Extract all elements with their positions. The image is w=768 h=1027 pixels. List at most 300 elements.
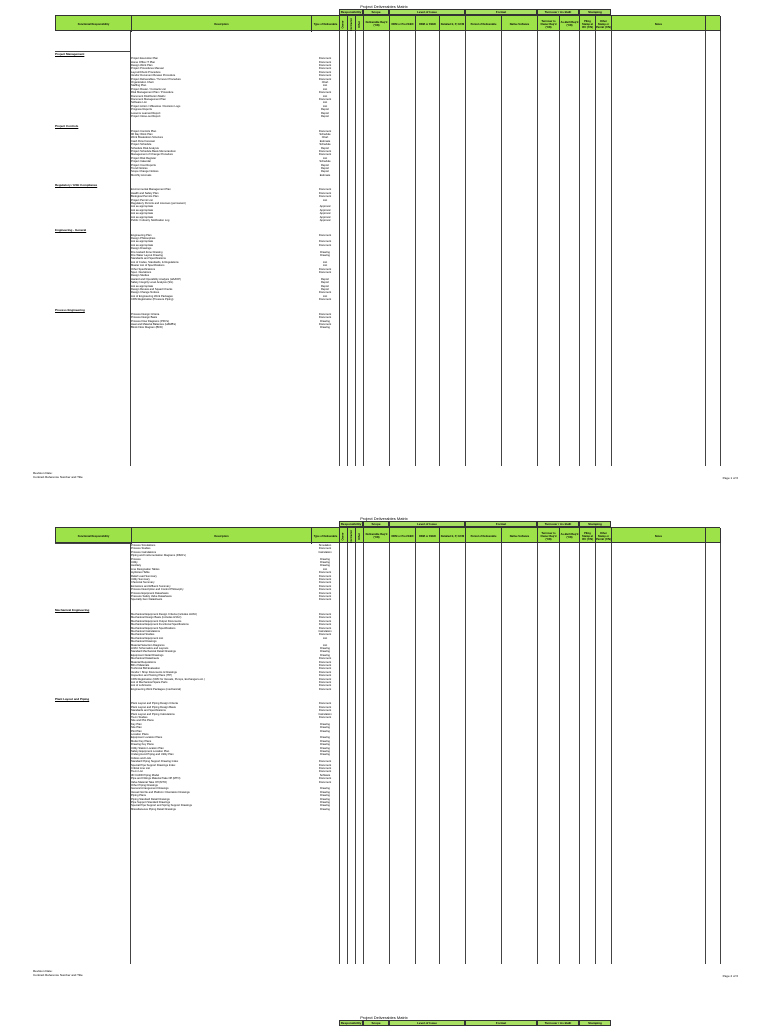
row-description: Piping Plans: [131, 794, 146, 798]
row-type: Document: [318, 298, 332, 302]
row-type: Document: [318, 188, 332, 192]
row-description: Site and Plot Plans: [131, 719, 154, 723]
row-description: Plant Layout and Piping Design Criteria: [131, 702, 178, 706]
row-type: Document: [318, 578, 332, 581]
grid-line: [465, 31, 466, 466]
row-description: Material Requisitions: [131, 660, 156, 664]
section-heading: Process Engineering: [55, 307, 85, 312]
table-row: [0, 115, 768, 118]
row-type: Report: [320, 284, 330, 288]
row-type: Drawing: [320, 807, 330, 811]
row-type: Drawing: [320, 790, 330, 794]
col-as-built: As-Built Req'd (Y/N): [560, 16, 580, 32]
row-description: Design Work Plan: [131, 63, 153, 67]
group-stamping: Stamping: [579, 9, 611, 15]
row-type: Document: [318, 67, 332, 71]
group-level-of-issue: Level of Issue: [389, 1020, 465, 1026]
grid-line: [347, 31, 348, 466]
row-description: List of Engineering Work Packages: [131, 294, 173, 298]
row-type: List: [322, 643, 328, 647]
page-2: [0, 512, 768, 992]
row-type: Document: [318, 233, 332, 237]
row-description: Chemical Summary: [131, 581, 155, 585]
col-as-built: As-Built Req'd (Y/N): [560, 528, 580, 544]
col-detailed: Detailed E, P, C/CM: [440, 16, 466, 32]
row-type: Document: [318, 767, 332, 771]
row-description: Pressure Safety Valve Datasheets: [131, 595, 172, 598]
row-type: Drawing: [320, 797, 330, 801]
row-type: Drawing: [320, 736, 330, 740]
row-description: Site Plan: [131, 726, 142, 730]
row-type: Document: [318, 243, 332, 247]
col-ddm-feed: DDM or FEED: [416, 16, 440, 32]
row-type: Schedule: [319, 160, 331, 164]
row-description: Schedule Risk Analysis: [131, 146, 159, 150]
row-description: Mechanical Equipment Output Documents: [131, 619, 182, 623]
row-type: List: [322, 294, 328, 298]
row-type: Document: [318, 626, 332, 630]
row-type: Report: [320, 170, 330, 174]
row-type: Document: [318, 770, 332, 774]
row-type: Document: [318, 664, 332, 668]
row-description: Staffing Plan: [131, 84, 147, 88]
row-type: Document: [318, 657, 332, 661]
row-type: Report: [320, 108, 330, 112]
row-description: Project Permit List: [131, 198, 153, 202]
row-type: Report: [320, 163, 330, 167]
row-description: Fire Water Layout Drawing: [131, 253, 163, 257]
row-description: Technical Bid Evaluation: [131, 667, 161, 671]
row-type: Drawing: [320, 729, 330, 733]
row-description: Project Deliverables / Turnover Procedure: [131, 77, 181, 81]
row-description: Block Flow Diagram (BFD): [131, 326, 163, 330]
table-row: [0, 598, 768, 601]
row-type: Document: [318, 670, 332, 674]
row-type: Document: [318, 687, 332, 691]
row-type: List: [322, 84, 328, 88]
row-description: Home Office IT Plan: [131, 60, 156, 64]
col-owner: Owner: [340, 16, 348, 32]
row-type: Document: [318, 777, 332, 781]
row-description: Project Risk Register: [131, 156, 157, 160]
row-type: Estimate: [319, 139, 331, 143]
table-row: [0, 808, 768, 811]
grid-line: [415, 31, 416, 466]
col-contractor: Contractor: [348, 16, 356, 32]
row-description: Model Key Plans: [131, 739, 152, 743]
row-type: List: [322, 94, 328, 98]
row-type: Document: [318, 677, 332, 681]
table-row: [0, 298, 768, 301]
row-type: Report: [320, 281, 330, 285]
grid-line: [537, 31, 538, 466]
row-type: Document: [318, 316, 332, 320]
grid-line: [355, 31, 356, 466]
row-description: Process Design Basis: [131, 316, 158, 320]
col-other-stamp: Other Stamp or Permit (Y/N): [596, 16, 612, 32]
row-description: List of Lubricants: [131, 684, 152, 688]
row-type: Report: [320, 277, 330, 281]
grid-line: [130, 543, 131, 964]
revision-date: Revision Date:: [33, 969, 53, 973]
row-description: Line Designation Tables: [131, 567, 160, 571]
row-description: Engineering Plan: [131, 233, 152, 237]
grid-line: [611, 543, 612, 964]
row-description: 90 Day Work Plan: [131, 132, 153, 136]
row-description: Design Change Notices: [131, 291, 160, 295]
row-description: Relief Load Summary: [131, 574, 157, 578]
row-description: Plot Plan: [131, 729, 142, 733]
row-type: Document: [318, 619, 332, 623]
row-description: Standard Mechanical Detail Drawings: [131, 650, 176, 654]
row-description: Mechanical Equipment List: [131, 636, 164, 640]
group-responsibility: Responsibility: [340, 10, 362, 14]
row-type: Document: [318, 91, 332, 95]
row-type: Document: [318, 291, 332, 295]
row-description: Underground Piping and Utility Plan: [131, 753, 174, 757]
row-description: Project Execution Plan: [131, 57, 159, 61]
row-description: Standard Piping Support Drawing Index: [131, 760, 179, 764]
row-type: Chart: [321, 80, 329, 84]
row-description: Utility Station Location Plan: [131, 746, 164, 750]
row-description: Project Calendar: [131, 160, 152, 164]
row-type: Document: [318, 613, 332, 617]
row-type: Document: [318, 591, 332, 595]
row-type: Document: [318, 588, 332, 592]
row-description: Document Management Plan: [131, 97, 166, 101]
row-description: List as appropriate: [131, 243, 154, 247]
row-description: Key Plan: [131, 722, 142, 726]
col-description: Description: [132, 528, 312, 544]
row-description: Utility Summary: [131, 578, 150, 581]
row-type: Simulation: [318, 544, 332, 547]
group-scope: Scope: [363, 9, 389, 15]
col-period: Period of Deliverable: [466, 16, 502, 32]
row-description: Process Equipment Datasheets: [131, 591, 169, 595]
group-responsibility: Responsibility: [340, 1021, 362, 1025]
row-description: Project Controls Plan: [131, 129, 157, 133]
row-type: Document: [318, 60, 332, 64]
col-blank: [706, 528, 721, 544]
row-type: Approval: [319, 215, 331, 219]
section-heading: Project Management: [55, 52, 85, 56]
row-description: List as appropriate: [131, 240, 154, 244]
page-1: [0, 0, 768, 490]
col-functional: Functional Responsibility: [56, 16, 132, 32]
row-type: Document: [318, 667, 332, 671]
col-detailed: Detailed E, P, C/CM: [440, 528, 466, 544]
row-description: Risk Management Plan / Procedure: [131, 91, 174, 95]
column-header-row: [55, 527, 720, 543]
col-deliverable-req: Deliverable Req'd (Y/N): [364, 528, 390, 544]
col-owner: Owner: [340, 528, 348, 544]
row-description: Pipe Support Standard Drawings: [131, 801, 171, 805]
table-row: [0, 219, 768, 222]
row-description: Design Philosophies: [131, 236, 156, 240]
row-type: Drawing: [320, 739, 330, 743]
row-description: Mechanical Studies: [131, 633, 155, 637]
row-type: Document: [318, 633, 332, 637]
row-description: Layout/Check Procedure: [131, 70, 161, 74]
grid-line: [595, 543, 596, 964]
grid-line: [705, 31, 706, 466]
row-description: Software List: [131, 101, 147, 105]
row-description: Emissions and Effluent Summary: [131, 584, 171, 588]
row-description: Project Schedule Basis Memorandum: [131, 149, 176, 153]
row-type: Document: [318, 574, 332, 578]
col-native: Native Software: [502, 16, 538, 32]
row-type: Drawing: [320, 650, 330, 654]
row-type: Approval: [319, 212, 331, 216]
grid-line: [415, 543, 416, 964]
group-turnover: Turnover / As Built: [537, 1020, 579, 1026]
row-type: Drawing: [320, 319, 330, 323]
row-description: Design Drawings: [131, 247, 152, 251]
grid-line: [55, 51, 130, 52]
row-type: Drawing: [320, 250, 330, 254]
row-type: Report: [320, 166, 330, 170]
grid-line: [363, 31, 364, 466]
row-description: Piping Standard Detail Drawings: [131, 797, 170, 801]
row-description: Organization Chart: [131, 80, 154, 84]
row-description: Document Distribution Matrix: [131, 94, 166, 98]
row-type: Document: [318, 322, 332, 326]
row-description: Other Specifications: [131, 267, 156, 271]
row-description: Biological Permits Plan: [131, 195, 159, 199]
row-description: Utility: [131, 561, 138, 564]
col-ddm-feed: DDM or FEED: [416, 528, 440, 544]
row-type: Report: [320, 146, 330, 150]
row-type: Drawing: [320, 726, 330, 730]
row-type: Approval: [319, 205, 331, 209]
row-type: Document: [318, 312, 332, 316]
row-type: Document: [318, 598, 332, 602]
row-description: Mechanical Equipment Specifications: [131, 626, 176, 630]
row-description: Equipment Location Plans: [131, 736, 163, 740]
col-peng: PEng Stamp at IFC (Y/N): [580, 528, 596, 544]
grid-line: [355, 543, 356, 964]
grid-line: [130, 31, 131, 466]
row-type: Calculation: [318, 712, 332, 716]
grid-line: [339, 543, 340, 964]
row-description: Work Breakdown Structure: [131, 136, 164, 140]
page-3: [0, 1012, 768, 1024]
row-description: General Arrangement Drawings: [131, 787, 169, 791]
row-type: List: [322, 87, 328, 91]
row-description: Other Piping Drawings: [131, 784, 158, 788]
row-description: Monthly Accruals: [131, 173, 152, 177]
section-heading: Engineering - General: [55, 228, 87, 233]
row-type: Document: [318, 674, 332, 678]
row-type: Drawing: [320, 753, 330, 757]
row-description: Master List of Specifications: [131, 264, 165, 268]
col-notes: Notes: [612, 16, 706, 32]
grid-line: [559, 31, 560, 466]
row-type: List: [322, 567, 328, 571]
grid-line: [611, 31, 612, 466]
contract-reference: Contract Reference Number and Title: [33, 474, 83, 479]
group-level-of-issue: Level of Issue: [389, 9, 465, 15]
group-turnover: Turnover / As Built: [537, 9, 579, 15]
row-type: Document: [318, 681, 332, 685]
row-description: Equipment Detail Drawings: [131, 653, 164, 657]
row-type: Drawing: [320, 794, 330, 798]
grid-line: [339, 31, 340, 466]
row-description: Inspection and Testing Plans (ITP): [131, 674, 172, 678]
row-description: CRN Registration (Pressure Piping): [131, 298, 174, 302]
col-turnover-req: Turnover to Owner Req'd (Y/N): [538, 16, 560, 32]
grid-line: [389, 543, 390, 964]
row-type: Drawing: [320, 746, 330, 750]
row-type: Document: [318, 705, 332, 709]
row-description: Pipe and Fittings Material Take Off (MTO): [131, 777, 181, 781]
row-type: Schedule: [319, 143, 331, 147]
col-deliverable-req: Deliverable Req'd (Y/N): [364, 16, 390, 32]
row-type: Software: [319, 773, 331, 777]
row-type: Report: [320, 111, 330, 115]
group-format: Format: [465, 9, 537, 15]
row-type: Drawing: [320, 326, 330, 330]
row-description: Design Review and Squad Checks: [131, 287, 173, 291]
row-description: List of Codes, Standards, & Regulations: [131, 260, 179, 264]
row-description: Plant Layout and Piping Calculations: [131, 712, 175, 716]
row-description: Management of Change Procedure: [131, 153, 173, 157]
grid-line: [720, 543, 721, 964]
row-type: Document: [318, 763, 332, 767]
row-description: Process Studies: [131, 547, 151, 551]
row-type: List: [322, 156, 328, 160]
row-description: Tie-In Studies: [131, 716, 148, 720]
page-title: Project Deliverables Matrix: [360, 516, 408, 521]
row-description: Fire Hazard Zone Drawing: [131, 250, 163, 254]
group-scope: Scope: [363, 1020, 389, 1026]
row-type: Estimate: [319, 173, 331, 177]
grid-line: [537, 543, 538, 964]
row-description: Process Design Criteria: [131, 312, 160, 316]
row-description: Project Action / Milestone / Decision Logs: [131, 104, 181, 108]
row-description: Project Schedule: [131, 143, 152, 147]
row-type: Document: [318, 153, 332, 157]
row-description: Project Close-out Report: [131, 114, 161, 118]
row-description: Safety Integrity Level Analysis (SIL): [131, 281, 174, 285]
col-blank: [706, 16, 721, 32]
row-description: 3D CADD Piping Model: [131, 773, 160, 777]
grid-line: [465, 543, 466, 964]
row-description: Plant Layout and Piping Design Basis: [131, 705, 176, 709]
grid-line: [55, 543, 130, 544]
row-type: Document: [318, 616, 332, 620]
row-description: Environmental Management Plan: [131, 188, 171, 192]
footer: [33, 970, 83, 977]
row-description: Process Description and Control Philosophy: [131, 588, 184, 592]
row-description: Trend Notices: [131, 166, 148, 170]
row-type: Drawing: [320, 804, 330, 808]
grid-line: [501, 543, 502, 964]
row-type: Document: [318, 595, 332, 598]
revision-date: Revision Date:: [33, 471, 53, 475]
row-description: Mechanical Datasheets: [131, 657, 159, 661]
row-description: Hazard and Operability Analysis (HAZOP): [131, 277, 181, 281]
col-notes: Notes: [612, 528, 706, 544]
row-description: Standards and Specifications: [131, 257, 166, 261]
row-description: Auxiliary: [131, 564, 142, 568]
row-description: Mechanical Calculations: [131, 630, 160, 634]
row-type: Calculation: [318, 550, 332, 554]
row-description: Project Cost Reports: [131, 163, 156, 167]
row-type: Document: [318, 57, 332, 61]
row-description: Critical Line List: [131, 767, 150, 771]
row-description: Cash Flow Forecast: [131, 139, 155, 143]
row-type: List: [322, 198, 328, 202]
col-type: Type of Deliverable: [312, 16, 340, 32]
row-type: Document: [318, 584, 332, 588]
row-type: Chart: [321, 136, 329, 140]
row-description: Safety Equipment Location Plan: [131, 750, 170, 754]
row-type: Document: [318, 74, 332, 78]
row-type: Report: [320, 114, 330, 118]
row-description: Vendor / Shop Documents & Drawings: [131, 670, 177, 674]
row-description: CRN Registration (CRN for Vessels, Pumps, Exchangers etc.): [131, 677, 205, 681]
row-description: Vessel Nozzle and Platform Orientation Drawings: [131, 790, 190, 794]
row-type: Drawing: [320, 561, 330, 564]
row-description: List as appropriate: [131, 205, 154, 209]
row-description: Piping and Instrumentation Diagrams (P&ID's): [131, 554, 186, 558]
section-heading: Mechanical Engineering: [55, 607, 90, 612]
col-period: Period of Deliverable: [466, 528, 502, 544]
row-description: Specialty Item Datasheets: [131, 598, 163, 602]
col-other: Other: [356, 16, 364, 32]
row-description: Material Selection Diagrams: [131, 643, 165, 647]
grid-line: [595, 31, 596, 466]
grid-line: [720, 31, 721, 466]
row-type: Document: [318, 581, 332, 585]
row-type: Approval: [319, 218, 331, 222]
row-description: Process Simulations: [131, 544, 156, 547]
grid-line: [439, 543, 440, 964]
row-type: Document: [318, 709, 332, 713]
grid-line: [579, 543, 580, 964]
row-type: List: [322, 104, 328, 108]
col-turnover-req: Turnover to Owner Req'd (Y/N): [538, 528, 560, 544]
col-peng: PEng Stamp at IFC (Y/N): [580, 16, 596, 32]
row-description: Standards and Specifications: [131, 709, 166, 713]
row-description: Process Calculations: [131, 550, 157, 554]
col-contractor: Contractor: [348, 528, 356, 544]
row-type: Document: [318, 702, 332, 706]
col-functional: Functional Responsibility: [56, 528, 132, 544]
row-description: Mechanical Equipment Functional Specifications: [131, 623, 189, 627]
row-type: Document: [318, 660, 332, 664]
group-turnover: Turnover / As Built: [537, 521, 579, 527]
row-description: List as appropriate: [131, 284, 154, 288]
row-type: Approval: [319, 208, 331, 212]
row-description: Regulatory Permits and Licenses (permanent): [131, 201, 186, 205]
row-description: Drawing Key Plans: [131, 743, 154, 747]
group-format: Format: [465, 521, 537, 527]
page-number: Page 2 of 6: [722, 974, 738, 978]
row-type: Document: [318, 270, 332, 274]
row-type: Document: [318, 684, 332, 688]
row-type: List: [322, 264, 328, 268]
row-description: Mechanical Design Basis (includes HVAC): [131, 616, 182, 620]
row-description: HVAC Schematics and Layouts: [131, 647, 169, 651]
grid-line: [439, 31, 440, 466]
row-description: Bill of Materials: [131, 664, 150, 668]
row-description: Spec. Deviations: [131, 270, 152, 274]
row-description: List of Mechanical Spare Parts: [131, 681, 168, 685]
row-description: Miscellaneous Piping Detail Drawings: [131, 807, 176, 811]
row-description: List as appropriate: [131, 212, 154, 216]
